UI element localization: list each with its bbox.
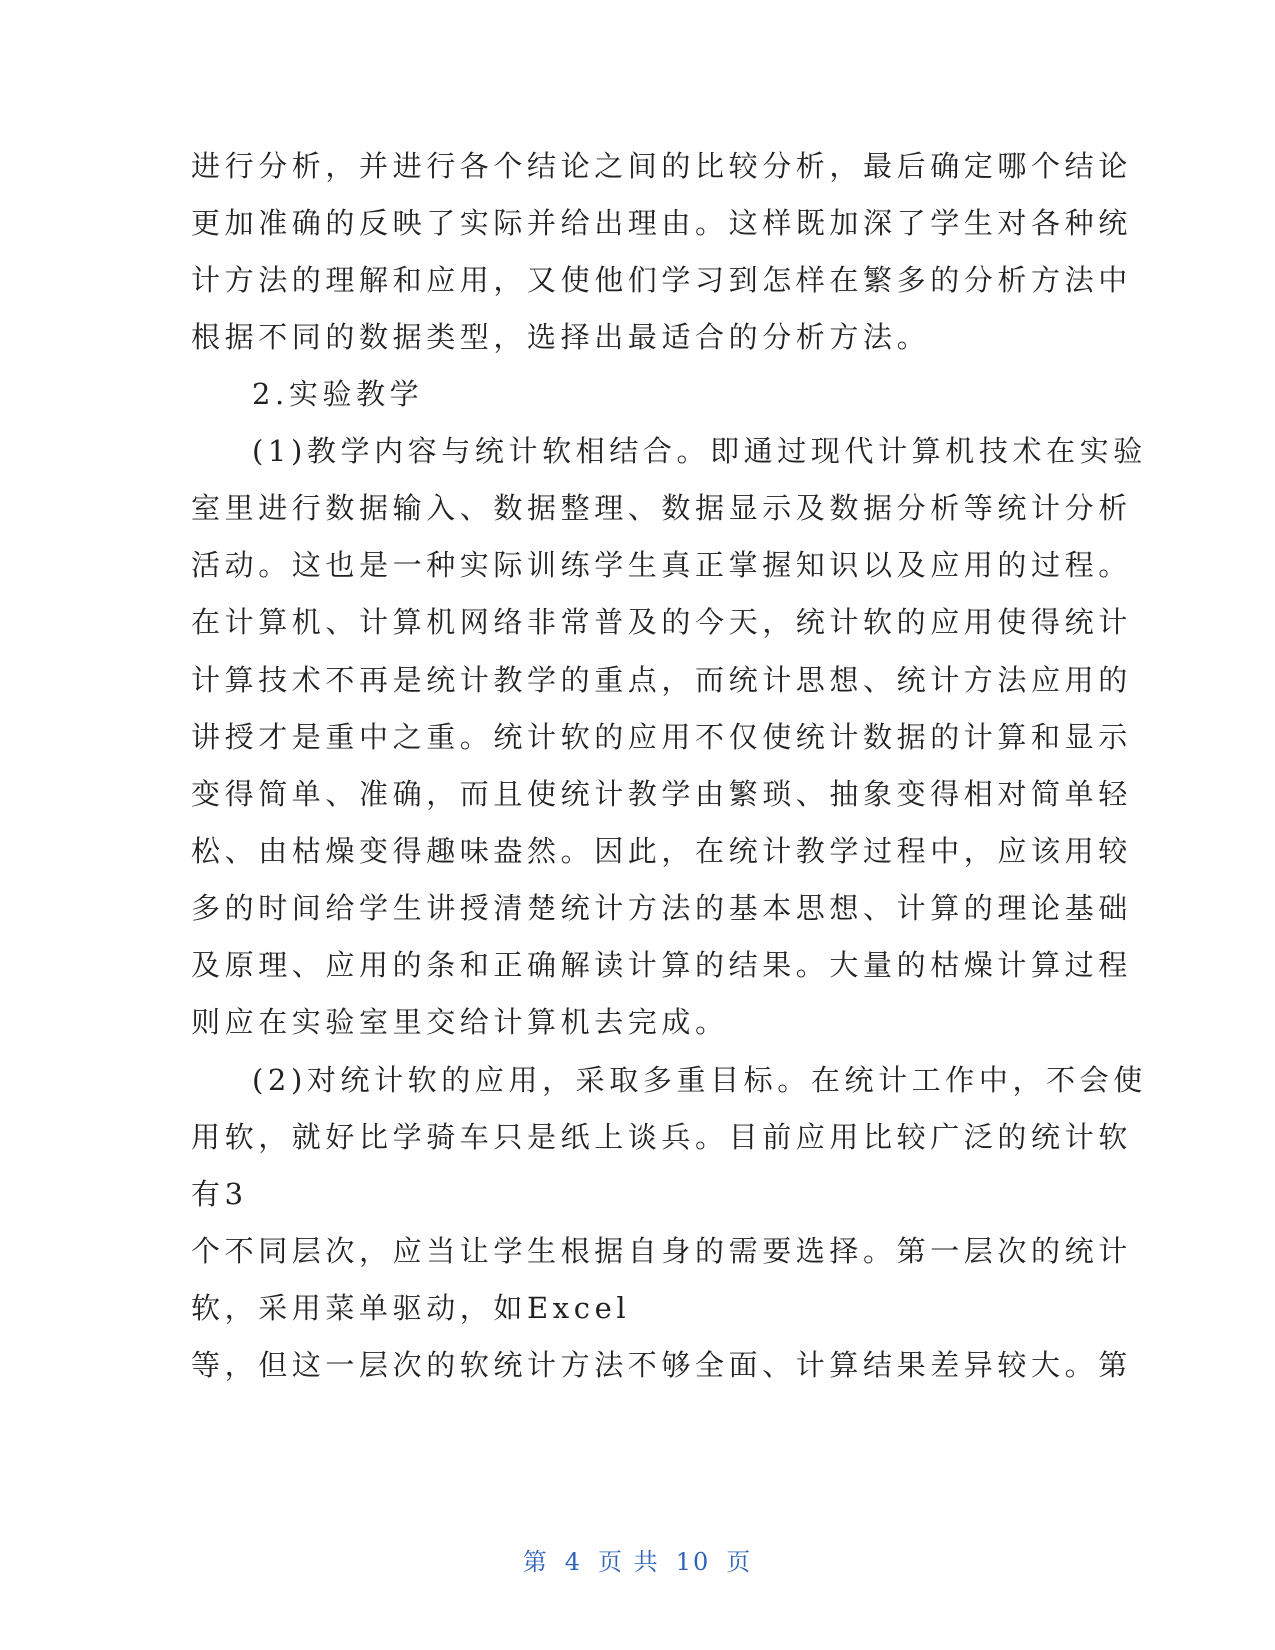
footer-page-number: 4 [564,1548,583,1576]
text-line: 等，但这一层次的软统计方法不够全面、计算结果差异较大。第 [191,1348,1132,1382]
text-line: 及原理、应用的条和正确解读计算的结果。大量的枯燥计算过程 [191,948,1132,982]
text-line: 根据不同的数据类型，选择出最适合的分析方法。 [191,320,931,354]
text-line: 松、由枯燥变得趣味盎然。因此，在统计教学过程中，应该用较 [191,834,1132,868]
text-line: (2)对统计软的应用，采取多重目标。在统计工作中，不会使 [252,1063,1147,1097]
text-line: 室里进行数据输入、数据整理、数据显示及数据分析等统计分析 [191,491,1132,525]
text-line: 进行分析，并进行各个结论之间的比较分析，最后确定哪个结论 [191,149,1132,183]
text-line: 计算技术不再是统计教学的重点，而统计思想、统计方法应用的 [191,663,1132,697]
text-line: 计方法的理解和应用，又使他们学习到怎样在繁多的分析方法中 [191,263,1132,297]
text-line: 多的时间给学生讲授清楚统计方法的基本思想、计算的理论基础 [191,891,1132,925]
footer-middle: 页 共 [598,1548,660,1576]
text-line: 用软，就好比学骑车只是纸上谈兵。目前应用比较广泛的统计软 [191,1120,1132,1154]
footer-total-pages: 10 [675,1548,711,1576]
text-line: 变得简单、准确，而且使统计教学由繁琐、抽象变得相对简单轻 [191,777,1132,811]
text-line: 在计算机、计算机网络非常普及的今天，统计软的应用使得统计 [191,605,1132,639]
text-line: 讲授才是重中之重。统计软的应用不仅使统计数据的计算和显示 [191,720,1132,754]
footer-suffix: 页 [726,1548,753,1576]
text-line: 则应在实验室里交给计算机去完成。 [191,1005,729,1039]
text-line: 个不同层次，应当让学生根据自身的需要选择。第一层次的统计 [191,1234,1132,1268]
footer-prefix: 第 [522,1548,549,1576]
section-heading: 2.实验教学 [252,377,424,411]
text-line: 活动。这也是一种实际训练学生真正掌握知识以及应用的过程。 [191,548,1132,582]
text-line: (1)教学内容与统计软相结合。即通过现代计算机技术在实验 [252,434,1147,468]
text-line: 更加准确的反映了实际并给出理由。这样既加深了学生对各种统 [191,206,1132,240]
text-line: 软，采用菜单驱动，如Excel [191,1291,631,1325]
text-line: 有3 [191,1177,248,1211]
page-footer [0,1542,1275,1577]
